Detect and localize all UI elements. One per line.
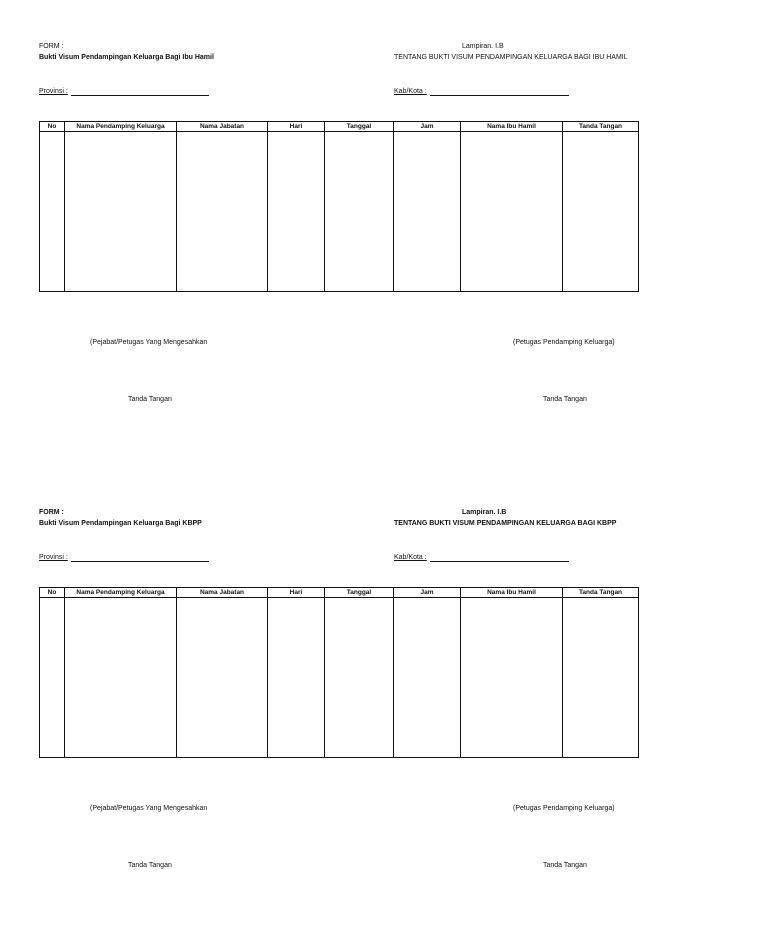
table-cell[interactable]	[461, 132, 563, 292]
form-label: FORM :	[39, 43, 64, 50]
table-cell[interactable]	[563, 132, 639, 292]
table-cell[interactable]	[268, 598, 325, 758]
col-header-jam: Jam	[394, 122, 461, 132]
form-title: Bukti Visum Pendampingan Keluarga Bagi KBPP	[39, 520, 202, 527]
col-header-nama-ibu-hamil: Nama Ibu Hamil	[461, 122, 563, 132]
col-header-nama-ibu-hamil: Nama Ibu Hamil	[461, 588, 563, 598]
col-header-no: No	[40, 122, 65, 132]
kabkota-field-line	[430, 95, 569, 96]
signature-right: Tanda Tangan	[543, 396, 587, 403]
form-kbpp	[0, 466, 768, 932]
col-header-tanggal: Tanggal	[325, 122, 394, 132]
tentang-heading: TENTANG BUKTI VISUM PENDAMPINGAN KELUARGA BAGI KBPP	[394, 520, 617, 527]
table-cell[interactable]	[65, 132, 177, 292]
col-header-hari: Hari	[268, 588, 325, 598]
table-header-row	[40, 122, 639, 132]
table-cell[interactable]	[563, 598, 639, 758]
col-header-tanda-tangan: Tanda Tangan	[563, 122, 639, 132]
col-header-nama-pendamping: Nama Pendamping Keluarga	[65, 588, 177, 598]
col-header-jam: Jam	[394, 588, 461, 598]
signature-left: Tanda Tangan	[128, 862, 172, 869]
provinsi-field-line	[71, 561, 209, 562]
signatory-left: (Pejabat/Petugas Yang Mengesahkan	[90, 339, 208, 346]
table-cell[interactable]	[394, 132, 461, 292]
col-header-nama-jabatan: Nama Jabatan	[177, 588, 268, 598]
signature-right: Tanda Tangan	[543, 862, 587, 869]
table-row	[40, 132, 639, 292]
kabkota-label: Kab/Kota :	[394, 88, 427, 95]
table-cell[interactable]	[65, 598, 177, 758]
col-header-hari: Hari	[268, 122, 325, 132]
table-cell[interactable]	[268, 132, 325, 292]
lampiran-label: Lampiran. I.B	[462, 43, 504, 50]
col-header-no: No	[40, 588, 65, 598]
signature-left: Tanda Tangan	[128, 396, 172, 403]
provinsi-label: Provinsi :	[39, 88, 68, 95]
table-cell[interactable]	[325, 132, 394, 292]
table-cell[interactable]	[394, 598, 461, 758]
lampiran-label: Lampiran. I.B	[462, 509, 507, 516]
visum-table	[39, 587, 639, 758]
table-cell[interactable]	[40, 598, 65, 758]
signatory-right: (Petugas Pendamping Keluarga)	[513, 805, 615, 812]
provinsi-field-line	[71, 95, 209, 96]
tentang-heading: TENTANG BUKTI VISUM PENDAMPINGAN KELUARGA BAGI IBU HAMIL	[394, 54, 628, 61]
form-title: Bukti Visum Pendampingan Keluarga Bagi Ibu Hamil	[39, 54, 214, 61]
table-header-row	[40, 588, 639, 598]
kabkota-field-line	[430, 561, 569, 562]
table-row	[40, 598, 639, 758]
table-cell[interactable]	[461, 598, 563, 758]
col-header-nama-jabatan: Nama Jabatan	[177, 122, 268, 132]
table-cell[interactable]	[177, 132, 268, 292]
col-header-nama-pendamping: Nama Pendamping Keluarga	[65, 122, 177, 132]
signatory-right: (Petugas Pendamping Keluarga)	[513, 339, 615, 346]
table-cell[interactable]	[325, 598, 394, 758]
col-header-tanggal: Tanggal	[325, 588, 394, 598]
visum-table	[39, 121, 639, 292]
form-label: FORM :	[39, 509, 64, 516]
kabkota-label: Kab/Kota :	[394, 554, 427, 561]
table-cell[interactable]	[40, 132, 65, 292]
provinsi-label: Provinsi :	[39, 554, 68, 561]
signatory-left: (Pejabat/Petugas Yang Mengesahkan	[90, 805, 208, 812]
col-header-tanda-tangan: Tanda Tangan	[563, 588, 639, 598]
table-cell[interactable]	[177, 598, 268, 758]
